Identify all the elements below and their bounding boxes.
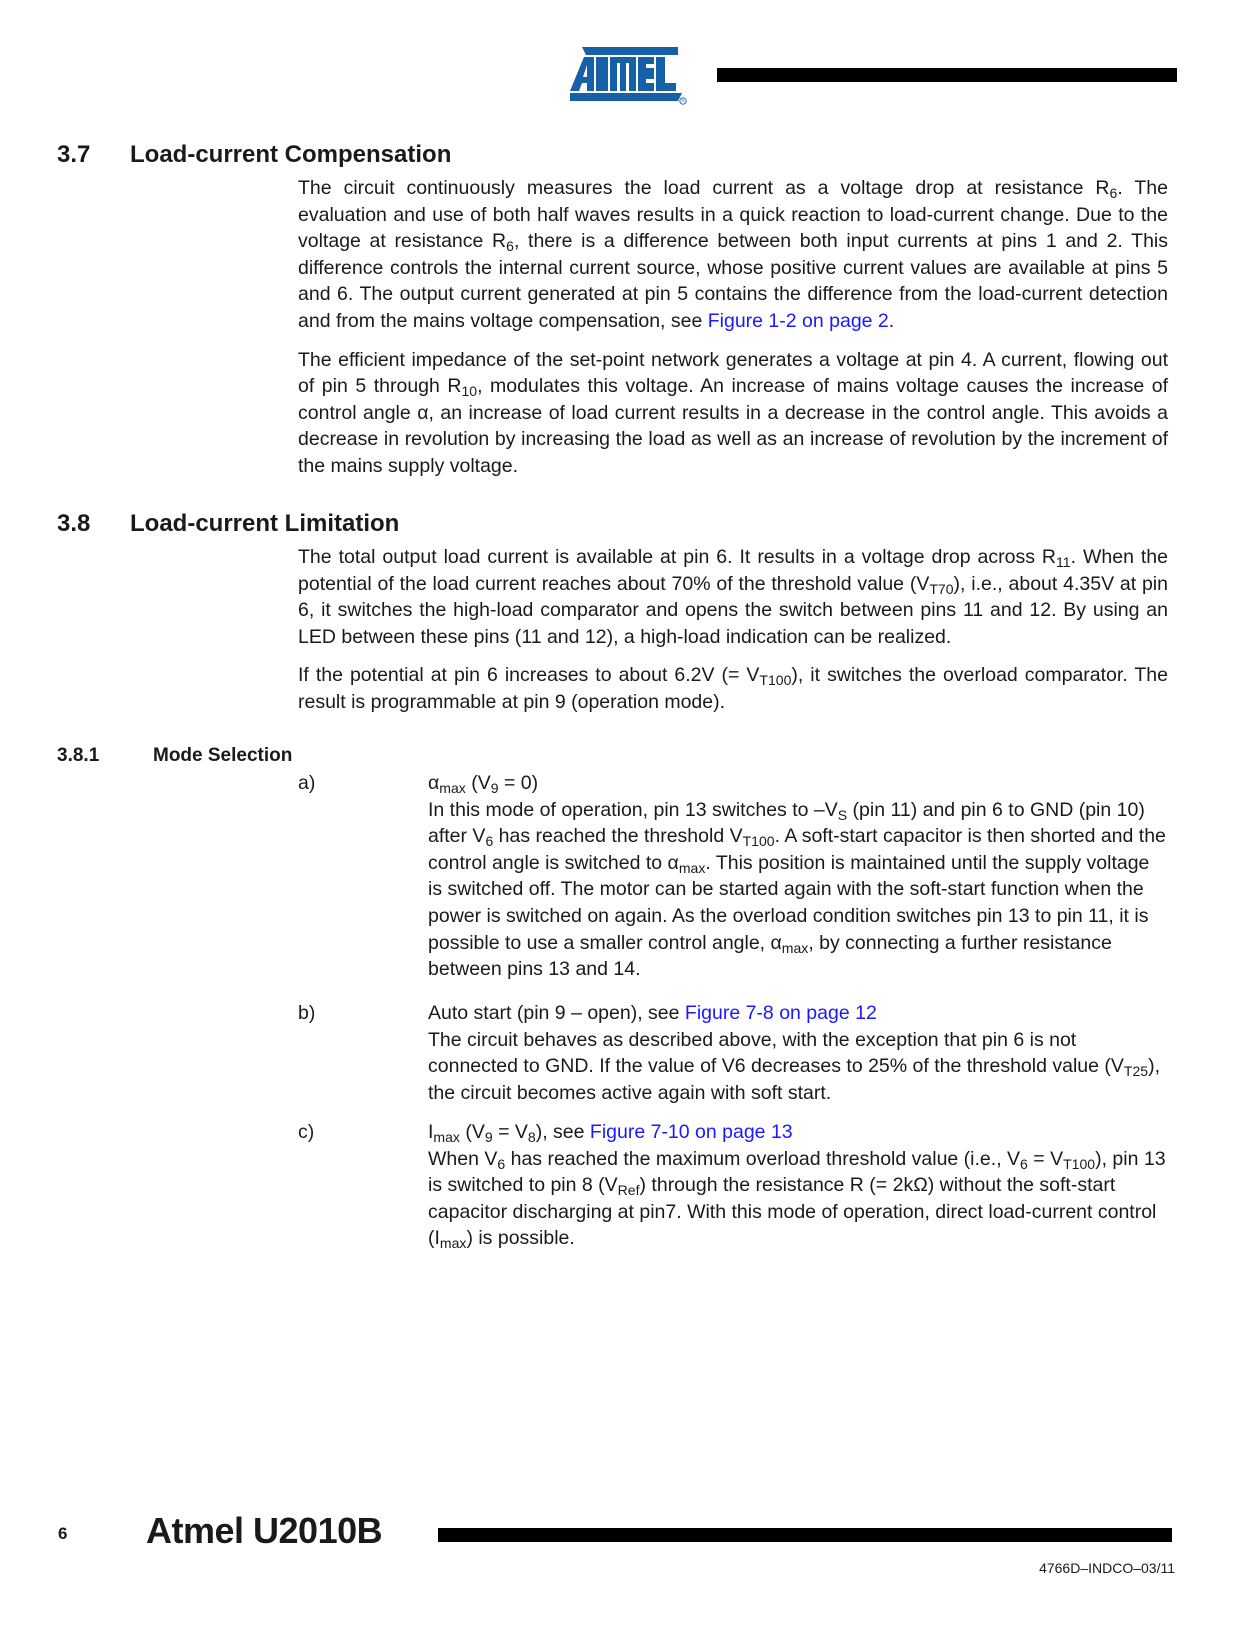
list-item-b (428, 1000, 1168, 1106)
list-item-text: The circuit behaves as described above, with the exception that pin 6 is not connected to GND. If the value of V6 decreases to 25% of the threshold value $(V_{T25})$, the circuit becomes active again with soft start. (428, 1028, 1161, 1104)
header-rule (717, 68, 1177, 82)
section-number: 3.8 (57, 510, 91, 537)
paragraph: The circuit continuously measures the load current as a voltage drop at resistance $R_6$. The evaluation and use of both half waves results in a quick reaction to load-current change. Due to the voltage at resistance $R_6$, there is a difference between both input currents at pins 1 and 2. This difference controls the internal current source, whose positive current values are available at pins 5 and 6. The output current generated at pin 5 contains the difference from the load-current detection and from the mains voltage compensation, see Figure 1-2 on page 2. (298, 177, 1168, 332)
document-code: 4766D–INDCO–03/11 (1039, 1560, 1175, 1576)
section-title: Load-current Compensation (130, 141, 452, 168)
list-item-label-a: a) (298, 772, 316, 794)
list-item-text: In this mode of operation, pin 13 switches to $-V_S$ (pin 11) and pin 6 to GND (pin 10) after $V_6$ has reached the threshold $V_{T100}$. A soft-start capacitor is then shorted and the control angle is switched to $\alpha_{max}$. This position is maintained until the supply voltage is switched off. The motor can be started again with the soft-start function when the power is switched on again. As the overload condition switches pin 13 to pin 11, it is possible to use a smaller control angle, $\alpha_{max}$, by connecting a further resistance between pins 13 and 14. (428, 798, 1166, 981)
subsection-number: 3.8.1 (57, 745, 100, 766)
paragraph: The efficient impedance of the set-point network generates a voltage at pin 4. A current, flowing out of pin 5 through $R_{10}$, modulates this voltage. An increase of mains voltage causes the increase of control angle α, an increase of load current results in a decrease in the control angle. This avoids a decrease in revolution by increasing the load as well as an increase of revolution by the increment of the mains supply voltage. (298, 348, 1168, 477)
atmel-logo-icon (568, 45, 688, 105)
list-item-text: When $V_6$ has reached the maximum overload threshold value (i.e., $V_6 = V_{T100}$), pin 13 is switched to pin 8 $(V_{Ref})$ through the resistance R (= 2kΩ) without the soft-start capacitor discharging at pin7. With this mode of operation, direct load-current control $(I_{max})$ is possible. (428, 1147, 1166, 1252)
list-item-a (428, 770, 1168, 983)
list-item-heading: $\alpha_{max}$ $(V_9 = 0)$ (428, 772, 539, 796)
footer-rule (438, 1528, 1172, 1542)
list-item-heading: Auto start (pin 9 – open), see Figure 7-8 on page 12 (428, 1002, 877, 1024)
section-3-8-body (298, 544, 1168, 728)
list-item-heading: $I_{max}$ $(V_9 = V_8)$, see Figure 7-10 on page 13 (428, 1121, 793, 1145)
figure-1-2-link[interactable]: Figure 1-2 on page 2 (707, 309, 889, 332)
svg-text:R: R (681, 98, 685, 104)
paragraph: The total output load current is available at pin 6. It results in a voltage drop across $R_{11}$. When the potential of the load current reaches about 70% of the threshold value $(V_{T70})$, i.e., about 4.35V at pin 6, it switches the high-load comparator and opens the switch between pins 11 and 12. By using an LED between these pins (11 and 12), a high-load indication can be realized. (298, 546, 1168, 648)
subsection-title: Mode Selection (153, 745, 293, 766)
section-title: Load-current Limitation (130, 510, 400, 537)
footer-product-title: Atmel U2010B (146, 1510, 383, 1551)
list-item-label-b: b) (298, 1002, 316, 1024)
atmel-logo (568, 45, 688, 105)
section-number: 3.7 (57, 141, 91, 168)
list-item-c (428, 1119, 1168, 1252)
figure-7-10-link[interactable]: Figure 7-10 on page 13 (589, 1121, 793, 1143)
section-3-7-body (298, 175, 1168, 492)
figure-7-8-link[interactable]: Figure 7-8 on page 12 (684, 1002, 877, 1024)
page-number: 6 (58, 1524, 68, 1543)
paragraph: If the potential at pin 6 increases to about 6.2V (= $V_{T100}$), it switches the overload comparator. The result is programmable at pin 9 (operation mode). (298, 664, 1168, 713)
list-item-label-c: c) (298, 1121, 315, 1143)
